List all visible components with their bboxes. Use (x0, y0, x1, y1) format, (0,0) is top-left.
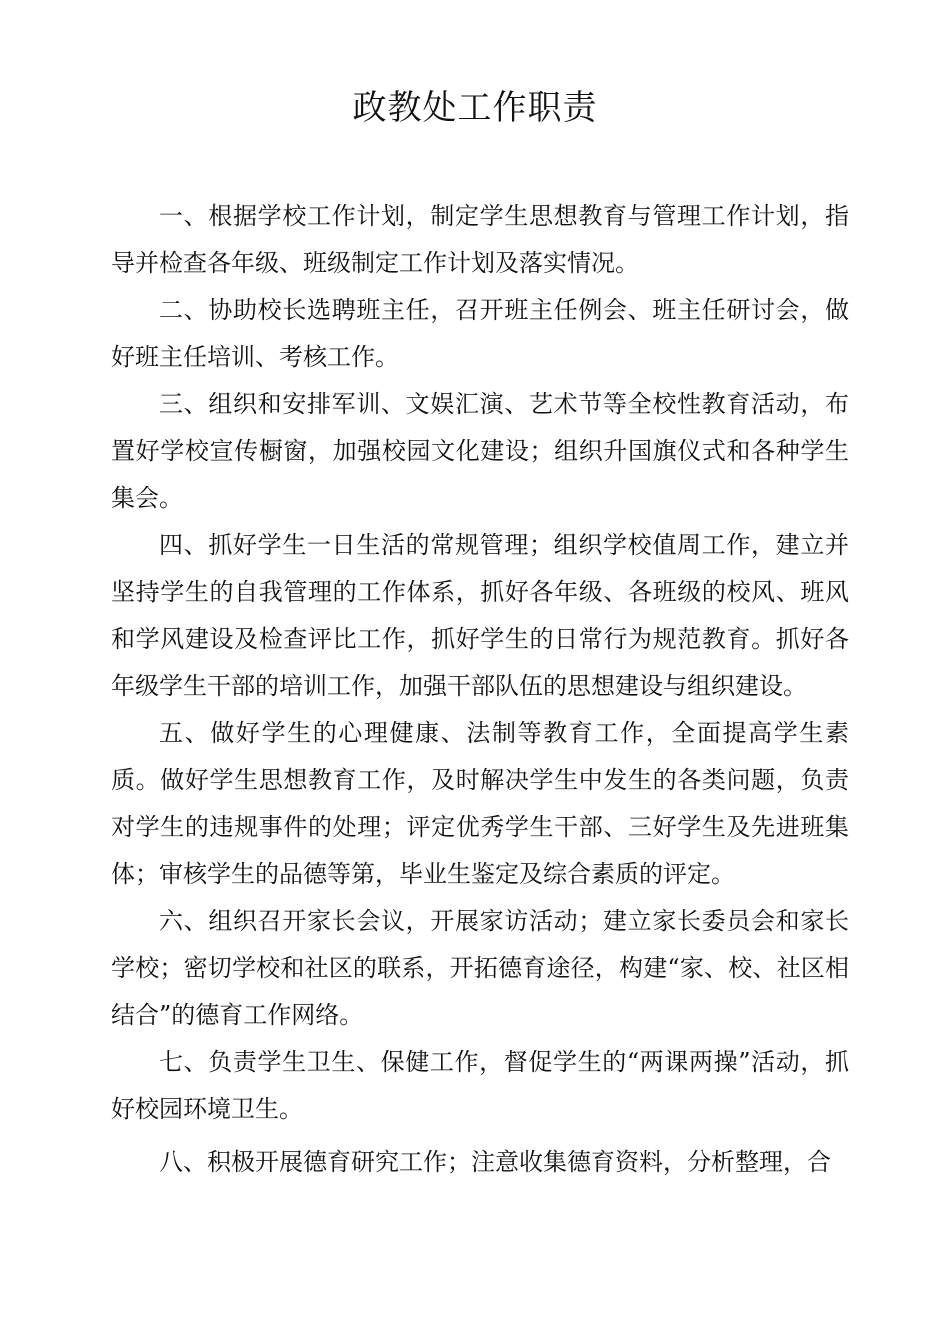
paragraph-3: 三、组织和安排军训、文娱汇演、艺术节等全校性教育活动，布置好学校宣传橱窗，加强校园文化建设；组织升国旗仪式和各种学生集会。 (111, 390, 849, 512)
paragraph-8: 八、积极开展德育研究工作；注意收集德育资料，分析整理，合 (159, 1148, 831, 1176)
document-title: 政教处工作职责 (352, 88, 598, 128)
paragraph-4: 四、抓好学生一日生活的常规管理；组织学校值周工作，建立并坚持学生的自我管理的工作体系，抓好各年级、各班级的校风、班风和学风建设及检查评比工作，抓好学生的日常行为规范教育。抓好各年级学生干部的培训工作，加强干部队伍的思想建设与组织建设。 (111, 531, 849, 700)
paragraph-1: 一、根据学校工作计划，制定学生思想教育与管理工作计划，指导并检查各年级、班级制定工作计划及落实情况。 (111, 202, 849, 277)
paragraph-7: 七、负责学生卫生、保健工作，督促学生的“两课两操”活动，抓好校园环境卫生。 (111, 1048, 849, 1123)
paragraph-6: 六、组织召开家长会议，开展家访活动；建立家长委员会和家长学校；密切学校和社区的联系，开拓德育途径，构建“家、校、社区相结合”的德育工作网络。 (111, 907, 849, 1029)
document-body (111, 193, 849, 1186)
paragraph-5: 五、做好学生的心理健康、法制等教育工作，全面提高学生素质。做好学生思想教育工作，及时解决学生中发生的各类问题，负责对学生的违规事件的处理；评定优秀学生干部、三好学生及先进班集体；审核学生的品德等第，毕业生鉴定及综合素质的评定。 (111, 719, 849, 888)
paragraph-2: 二、协助校长选聘班主任，召开班主任例会、班主任研讨会，做好班主任培训、考核工作。 (111, 296, 849, 371)
